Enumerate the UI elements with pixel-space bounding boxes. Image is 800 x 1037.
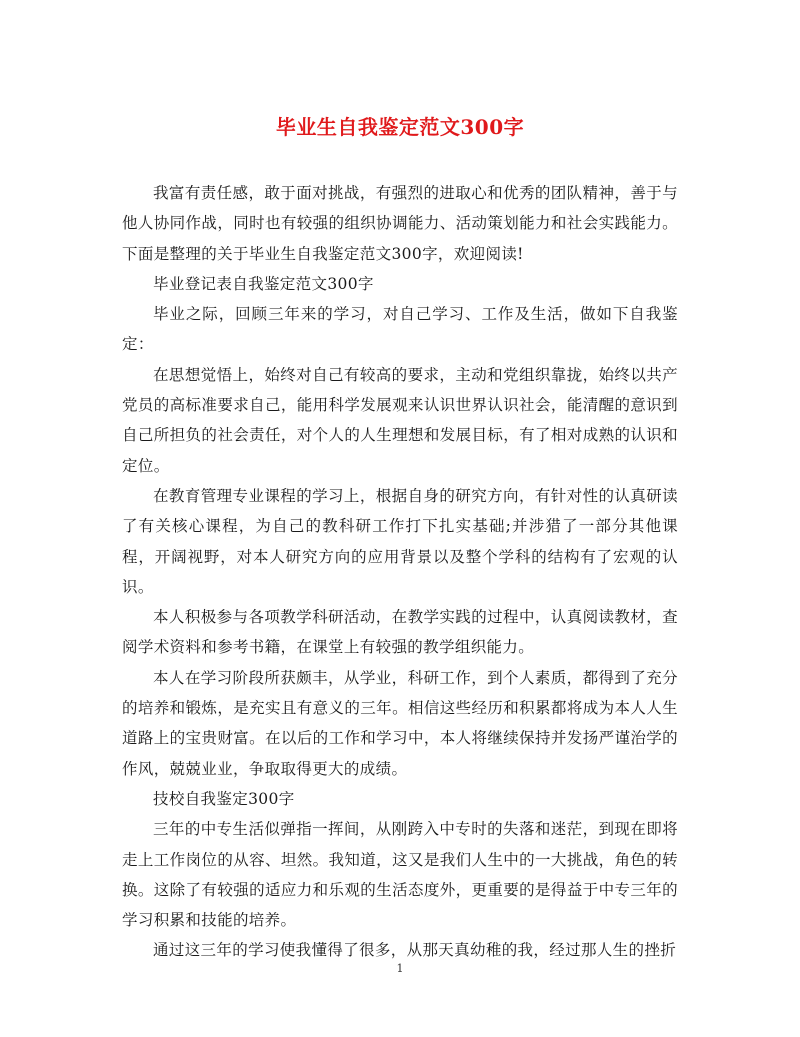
page-number: 1	[396, 962, 404, 975]
intro-paragraph: 我富有责任感，敢于面对挑战，有强烈的进取心和优秀的团队精神，善于与他人协同作战，同时也有较强的组织协调能力、活动策划能力和社会实践能力。下面是整理的关于毕业生自我鉴定范文300字，欢迎阅读!	[122, 184, 678, 263]
section-heading-technical-school: 技校自我鉴定300字	[153, 789, 295, 808]
body-paragraph: 三年的中专生活似弹指一挥间，从刚跨入中专时的失落和迷茫，到现在即将走上工作岗位的从容、坦然。我知道，这又是我们人生中的一大挑战，角色的转换。这除了有较强的适应力和乐观的生活态度外，更重要的是得益于中专三年的学习积累和技能的培养。	[122, 820, 678, 930]
document-title: 毕业生自我鉴定范文300字	[275, 115, 525, 139]
document-body	[122, 178, 678, 966]
body-paragraph: 毕业之际，回顾三年来的学习，对自己学习、工作及生活，做如下自我鉴定：	[122, 305, 678, 354]
body-paragraph: 在思想觉悟上，始终对自己有较高的要求，主动和党组织靠拢，始终以共产党员的高标准要求自己，能用科学发展观来认识世界认识社会，能清醒的意识到自己所担负的社会责任，对个人的人生理想和发展目标，有了相对成熟的认识和定位。	[122, 365, 678, 475]
section-heading-graduation-form: 毕业登记表自我鉴定范文300字	[153, 274, 374, 293]
body-paragraph: 本人在学习阶段所获颇丰，从学业，科研工作，到个人素质，都得到了充分的培养和锻炼，是充实且有意义的三年。相信这些经历和积累都将成为本人人生道路上的宝贵财富。在以后的工作和学习中，本人将继续保持并发扬严谨治学的作风，兢兢业业，争取取得更大的成绩。	[122, 668, 678, 778]
body-paragraph: 本人积极参与各项教学科研活动，在教学实践的过程中，认真阅读教材，查阅学术资料和参考书籍，在课堂上有较强的教学组织能力。	[122, 608, 678, 657]
body-paragraph: 在教育管理专业课程的学习上，根据自身的研究方向，有针对性的认真研读了有关核心课程，为自己的教科研工作打下扎实基础;并涉猎了一部分其他课程，开阔视野，对本人研究方向的应用背景以及整个学科的结构有了宏观的认识。	[122, 486, 678, 596]
body-paragraph: 通过这三年的学习使我懂得了很多，从那天真幼稚的我，经过那人生的挫折	[153, 941, 677, 960]
